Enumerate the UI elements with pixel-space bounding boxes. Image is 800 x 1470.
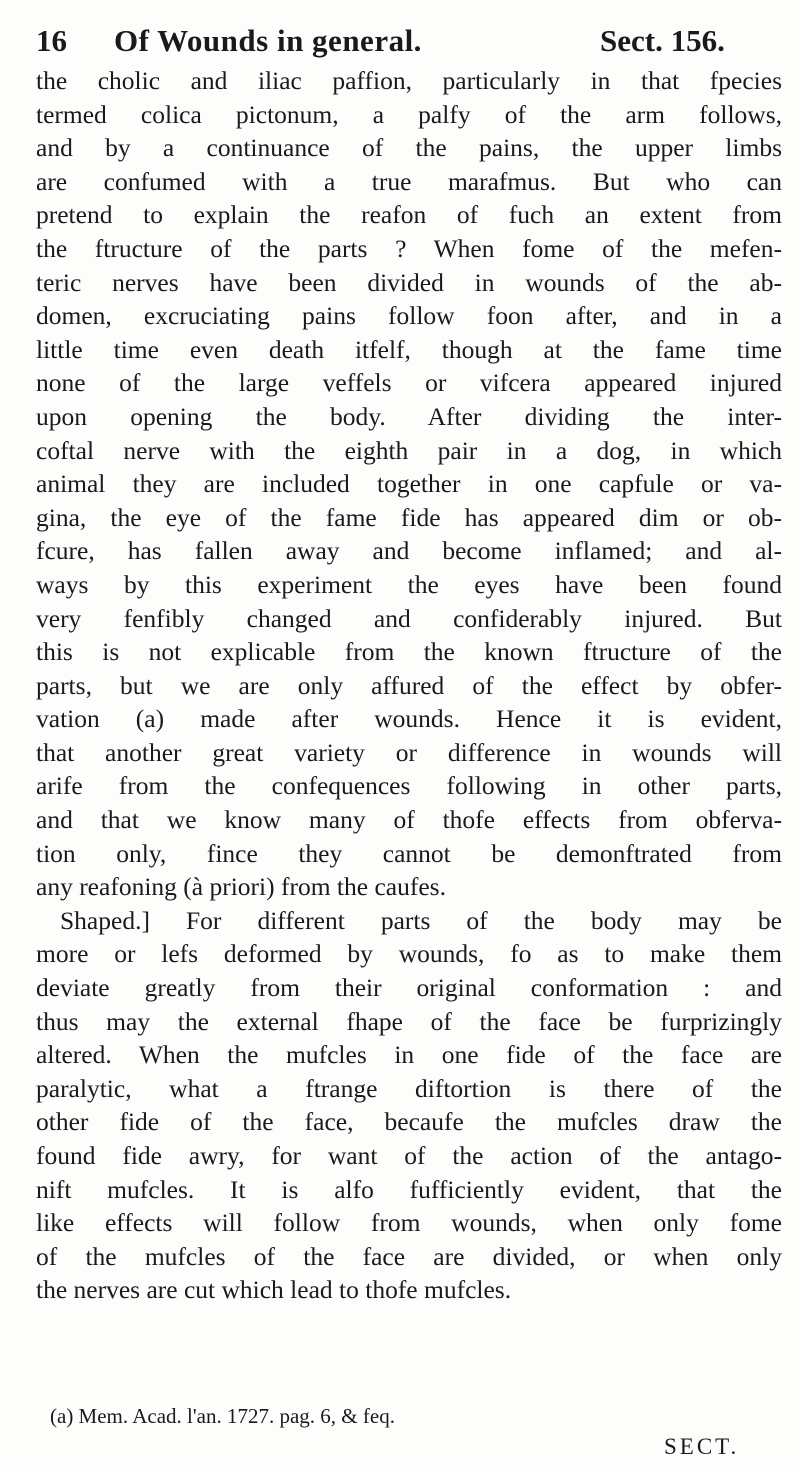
text-line: termed colica pictonum, a palfy of the arm follows, [36,99,782,129]
text-line: Shaped.] For different parts of the body may be [60,905,782,935]
text-line: ways by this experiment the eyes have been found [36,569,782,599]
text-line: fcure, has fallen away and become inflamed; and al- [36,536,782,566]
text-line: parts, but we are only affured of the effect by obfer- [36,670,782,700]
text-line: this is not explicable from the known ftructure of the [36,637,782,667]
text-line: other fide of the face, becaufe the mufcles draw the [36,1107,782,1137]
text-line: are confumed with a true marafmus. But who can [36,166,782,196]
running-title: Of Wounds in general. [114,23,422,58]
body-text [36,64,782,1307]
text-line: of the mufcles of the face are divided, or when only [36,1241,782,1271]
text-line: tion only, fince they cannot be demonftrated from [36,838,782,868]
text-line: and by a continuance of the pains, the upper limbs [36,133,782,163]
text-line: found fide awry, for want of the action of the antago- [36,1141,782,1170]
text-line: thus may the external fhape of the face be furprizingly [36,1006,782,1036]
text-line: more or lefs deformed by wounds, fo as to make them [36,939,782,969]
running-header [36,18,781,64]
text-line: deviate greatly from their original conformation : and [36,973,782,1003]
text-line: altered. When the mufcles in one fide of the face are [36,1040,782,1070]
text-line: pretend to explain the reafon of fuch an extent from [36,200,782,230]
text-line: paralytic, what a ftrange diftortion is there of the [36,1073,782,1103]
page-number: 16 [36,23,67,58]
text-line: very fenfibly changed and confiderably injured. But [36,603,782,633]
section-number: Sect. 156. [600,23,725,58]
text-line: and that we know many of thofe effects from obferva- [36,805,782,835]
text-line: arife from the confequences following in other parts, [36,771,782,801]
text-line: nift mufcles. It is alfo fufficiently evident, that the [36,1174,782,1204]
text-line: the nerves are cut which lead to thofe mufcles. [36,1275,512,1305]
text-line: the cholic and iliac paffion, particularly in that fpecies [36,66,782,95]
catchword: SECT. [664,1434,740,1459]
text-line: that another great variety or difference in wounds will [36,737,782,767]
text-line: gina, the eye of the fame fide has appeared dim or ob- [36,502,782,532]
text-line: like effects will follow from wounds, when only fome [36,1208,782,1238]
text-line: vation (a) made after wounds. Hence it is evident, [36,704,782,734]
text-line: teric nerves have been divided in wounds of the ab- [36,267,782,297]
text-line: little time even death itfelf, though at the fame time [36,334,782,364]
text-line: the ftructure of the parts ? When fome of the mefen- [36,233,782,263]
text-line: animal they are included together in one capfule or va- [36,469,782,499]
text-line: none of the large veffels or vifcera appeared injured [36,368,782,398]
text-line: any reafoning (à priori) from the caufes. [36,872,446,902]
footnote: (a) Mem. Acad. l'an. 1727. pag. 6, & feq. [50,1404,395,1428]
text-line: coftal nerve with the eighth pair in a dog, in which [36,435,782,465]
text-line: upon opening the body. After dividing the inter- [36,401,782,431]
text-line: domen, excruciating pains follow foon after, and in a [36,301,782,331]
